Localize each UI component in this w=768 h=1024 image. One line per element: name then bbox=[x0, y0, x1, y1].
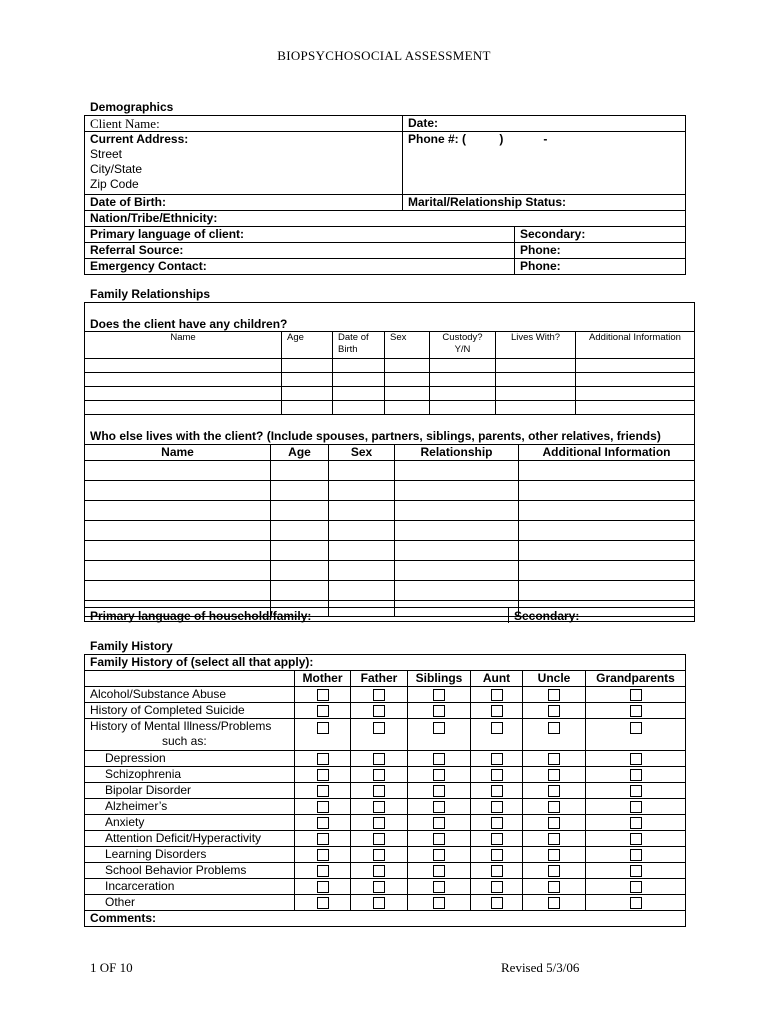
household-language-field[interactable]: Primary language of household/family: bbox=[90, 609, 312, 623]
uncle-checkbox[interactable] bbox=[548, 705, 560, 717]
father-checkbox[interactable] bbox=[373, 801, 385, 813]
uncle-checkbox[interactable] bbox=[548, 785, 560, 797]
family-history-heading: Family History bbox=[90, 639, 173, 653]
address-field[interactable] bbox=[85, 132, 403, 195]
household-col-sex: Sex bbox=[329, 445, 395, 461]
father-checkbox[interactable] bbox=[373, 849, 385, 861]
uncle-checkbox[interactable] bbox=[548, 769, 560, 781]
history-label: School Behavior Problems bbox=[85, 863, 295, 879]
grandparents-checkbox[interactable] bbox=[630, 769, 642, 781]
history-row bbox=[85, 703, 686, 719]
history-label: History of Mental Illness/Problems bbox=[90, 719, 272, 733]
grandparents-checkbox[interactable] bbox=[630, 849, 642, 861]
father-checkbox[interactable] bbox=[373, 689, 385, 701]
siblings-checkbox[interactable] bbox=[433, 689, 445, 701]
uncle-checkbox[interactable] bbox=[548, 753, 560, 765]
uncle-checkbox[interactable] bbox=[548, 722, 560, 734]
grandparents-checkbox[interactable] bbox=[630, 881, 642, 893]
history-row bbox=[85, 815, 686, 831]
col-siblings: Siblings bbox=[408, 671, 471, 687]
father-checkbox[interactable] bbox=[373, 753, 385, 765]
grandparents-checkbox[interactable] bbox=[630, 785, 642, 797]
history-label: Anxiety bbox=[85, 815, 295, 831]
mother-checkbox[interactable] bbox=[317, 865, 329, 877]
history-row bbox=[85, 799, 686, 815]
history-label: Incarceration bbox=[85, 879, 295, 895]
street-label: Street bbox=[90, 147, 123, 161]
father-checkbox[interactable] bbox=[373, 785, 385, 797]
grandparents-checkbox[interactable] bbox=[630, 801, 642, 813]
history-label: History of Completed Suicide bbox=[85, 703, 295, 719]
siblings-checkbox[interactable] bbox=[433, 833, 445, 845]
father-checkbox[interactable] bbox=[373, 881, 385, 893]
grandparents-checkbox[interactable] bbox=[630, 865, 642, 877]
history-label-mental bbox=[85, 719, 295, 751]
col-mother: Mother bbox=[295, 671, 351, 687]
history-row bbox=[85, 719, 686, 751]
mother-checkbox[interactable] bbox=[317, 849, 329, 861]
mother-checkbox[interactable] bbox=[317, 785, 329, 797]
aunt-checkbox[interactable] bbox=[491, 705, 503, 717]
aunt-checkbox[interactable] bbox=[491, 785, 503, 797]
table-row[interactable] bbox=[85, 561, 695, 581]
history-col-blank bbox=[85, 671, 295, 687]
demographics-heading: Demographics bbox=[90, 100, 174, 114]
siblings-checkbox[interactable] bbox=[433, 897, 445, 909]
table-row[interactable] bbox=[85, 581, 695, 601]
aunt-checkbox[interactable] bbox=[491, 769, 503, 781]
history-row bbox=[85, 863, 686, 879]
history-row bbox=[85, 783, 686, 799]
mother-checkbox[interactable] bbox=[317, 817, 329, 829]
table-row[interactable] bbox=[85, 387, 695, 401]
siblings-checkbox[interactable] bbox=[433, 849, 445, 861]
household-table bbox=[84, 444, 695, 617]
table-row[interactable] bbox=[85, 461, 695, 481]
uncle-checkbox[interactable] bbox=[548, 849, 560, 861]
current-address-label: Current Address: bbox=[90, 132, 189, 146]
aunt-checkbox[interactable] bbox=[491, 801, 503, 813]
household-col-age: Age bbox=[271, 445, 329, 461]
aunt-checkbox[interactable] bbox=[491, 897, 503, 909]
demographics-table bbox=[84, 115, 686, 275]
history-label: Alzheimer’s bbox=[85, 799, 295, 815]
siblings-checkbox[interactable] bbox=[433, 769, 445, 781]
siblings-checkbox[interactable] bbox=[433, 817, 445, 829]
mother-checkbox[interactable] bbox=[317, 689, 329, 701]
history-label: Bipolar Disorder bbox=[85, 783, 295, 799]
children-table bbox=[84, 331, 695, 415]
uncle-checkbox[interactable] bbox=[548, 897, 560, 909]
phone-field[interactable]: Phone #: ( ) - bbox=[403, 132, 686, 195]
primary-language-field[interactable]: Primary language of client: bbox=[85, 227, 515, 243]
aunt-checkbox[interactable] bbox=[491, 833, 503, 845]
col-grandparents: Grandparents bbox=[586, 671, 686, 687]
grandparents-checkbox[interactable] bbox=[630, 689, 642, 701]
father-checkbox[interactable] bbox=[373, 897, 385, 909]
aunt-checkbox[interactable] bbox=[491, 689, 503, 701]
col-uncle: Uncle bbox=[523, 671, 586, 687]
divider bbox=[508, 608, 509, 623]
father-checkbox[interactable] bbox=[373, 865, 385, 877]
table-row[interactable] bbox=[85, 521, 695, 541]
father-checkbox[interactable] bbox=[373, 833, 385, 845]
table-row[interactable] bbox=[85, 359, 695, 373]
mother-checkbox[interactable] bbox=[317, 753, 329, 765]
siblings-checkbox[interactable] bbox=[433, 722, 445, 734]
mother-checkbox[interactable] bbox=[317, 705, 329, 717]
history-row bbox=[85, 767, 686, 783]
grandparents-checkbox[interactable] bbox=[630, 833, 642, 845]
uncle-checkbox[interactable] bbox=[548, 865, 560, 877]
history-row bbox=[85, 879, 686, 895]
history-row bbox=[85, 895, 686, 911]
history-label: Depression bbox=[85, 751, 295, 767]
children-col-dob: Date of Birth bbox=[333, 332, 385, 359]
children-col-lives-with: Lives With? bbox=[496, 332, 576, 359]
revised-date: Revised 5/3/06 bbox=[501, 960, 580, 975]
col-aunt: Aunt bbox=[471, 671, 523, 687]
aunt-checkbox[interactable] bbox=[491, 753, 503, 765]
mother-checkbox[interactable] bbox=[317, 769, 329, 781]
grandparents-checkbox[interactable] bbox=[630, 897, 642, 909]
history-row bbox=[85, 687, 686, 703]
siblings-checkbox[interactable] bbox=[433, 865, 445, 877]
father-checkbox[interactable] bbox=[373, 817, 385, 829]
emergency-phone-field[interactable]: Phone: bbox=[515, 259, 686, 275]
children-question: Does the client have any children? bbox=[90, 317, 288, 331]
grandparents-checkbox[interactable] bbox=[630, 705, 642, 717]
such-as-label: such as: bbox=[162, 734, 207, 748]
uncle-checkbox[interactable] bbox=[548, 881, 560, 893]
date-field[interactable]: Date: bbox=[403, 116, 686, 132]
uncle-checkbox[interactable] bbox=[548, 689, 560, 701]
children-col-additional: Additional Information bbox=[576, 332, 695, 359]
children-col-custody: Custody? Y/N bbox=[430, 332, 496, 359]
mother-checkbox[interactable] bbox=[317, 722, 329, 734]
table-row[interactable] bbox=[85, 501, 695, 521]
siblings-checkbox[interactable] bbox=[433, 801, 445, 813]
grandparents-checkbox[interactable] bbox=[630, 817, 642, 829]
aunt-checkbox[interactable] bbox=[491, 881, 503, 893]
others-question: Who else lives with the client? (Include spouses, partners, siblings, parents, other relatives, friends) bbox=[90, 429, 661, 443]
emergency-contact-field[interactable]: Emergency Contact: bbox=[85, 259, 515, 275]
history-row bbox=[85, 751, 686, 767]
family-relationships-heading: Family Relationships bbox=[90, 287, 211, 301]
father-checkbox[interactable] bbox=[373, 722, 385, 734]
client-name-field[interactable]: Client Name: bbox=[85, 116, 403, 132]
city-state-label: City/State bbox=[90, 162, 143, 176]
secondary-language-field[interactable]: Secondary: bbox=[515, 227, 686, 243]
nation-field[interactable]: Nation/Tribe/Ethnicity: bbox=[85, 211, 686, 227]
marital-field[interactable]: Marital/Relationship Status: bbox=[403, 195, 686, 211]
household-secondary-field[interactable]: Secondary: bbox=[514, 609, 580, 623]
siblings-checkbox[interactable] bbox=[433, 753, 445, 765]
history-row bbox=[85, 831, 686, 847]
household-col-name: Name bbox=[85, 445, 271, 461]
history-label: Learning Disorders bbox=[85, 847, 295, 863]
col-father: Father bbox=[351, 671, 408, 687]
table-row[interactable] bbox=[85, 481, 695, 501]
select-all-label: Family History of (select all that apply): bbox=[85, 655, 686, 671]
aunt-checkbox[interactable] bbox=[491, 817, 503, 829]
table-row[interactable] bbox=[85, 401, 695, 415]
children-col-age: Age bbox=[282, 332, 333, 359]
history-label: Alcohol/Substance Abuse bbox=[85, 687, 295, 703]
mother-checkbox[interactable] bbox=[317, 801, 329, 813]
father-checkbox[interactable] bbox=[373, 769, 385, 781]
history-label: Schizophrenia bbox=[85, 767, 295, 783]
grandparents-checkbox[interactable] bbox=[630, 722, 642, 734]
page-number: 1 OF 10 bbox=[90, 960, 133, 975]
household-col-additional: Additional Information bbox=[519, 445, 695, 461]
page-title: BIOPSYCHOSOCIAL ASSESSMENT bbox=[277, 48, 491, 63]
table-row[interactable] bbox=[85, 541, 695, 561]
father-checkbox[interactable] bbox=[373, 705, 385, 717]
aunt-checkbox[interactable] bbox=[491, 849, 503, 861]
history-label: Other bbox=[85, 895, 295, 911]
comments-field[interactable]: Comments: bbox=[85, 911, 686, 927]
siblings-checkbox[interactable] bbox=[433, 881, 445, 893]
mother-checkbox[interactable] bbox=[317, 897, 329, 909]
uncle-checkbox[interactable] bbox=[548, 817, 560, 829]
dob-field[interactable]: Date of Birth: bbox=[85, 195, 403, 211]
mother-checkbox[interactable] bbox=[317, 881, 329, 893]
family-history-table bbox=[84, 654, 686, 927]
siblings-checkbox[interactable] bbox=[433, 705, 445, 717]
history-label: Attention Deficit/Hyperactivity bbox=[85, 831, 295, 847]
zip-label: Zip Code bbox=[90, 177, 139, 191]
aunt-checkbox[interactable] bbox=[491, 722, 503, 734]
history-row bbox=[85, 847, 686, 863]
aunt-checkbox[interactable] bbox=[491, 865, 503, 877]
table-row[interactable] bbox=[85, 373, 695, 387]
uncle-checkbox[interactable] bbox=[548, 801, 560, 813]
mother-checkbox[interactable] bbox=[317, 833, 329, 845]
children-col-name: Name bbox=[85, 332, 282, 359]
uncle-checkbox[interactable] bbox=[548, 833, 560, 845]
children-col-sex: Sex bbox=[385, 332, 430, 359]
household-language-row bbox=[84, 607, 695, 623]
grandparents-checkbox[interactable] bbox=[630, 753, 642, 765]
referral-source-field[interactable]: Referral Source: bbox=[85, 243, 515, 259]
siblings-checkbox[interactable] bbox=[433, 785, 445, 797]
household-col-relationship: Relationship bbox=[395, 445, 519, 461]
referral-phone-field[interactable]: Phone: bbox=[515, 243, 686, 259]
